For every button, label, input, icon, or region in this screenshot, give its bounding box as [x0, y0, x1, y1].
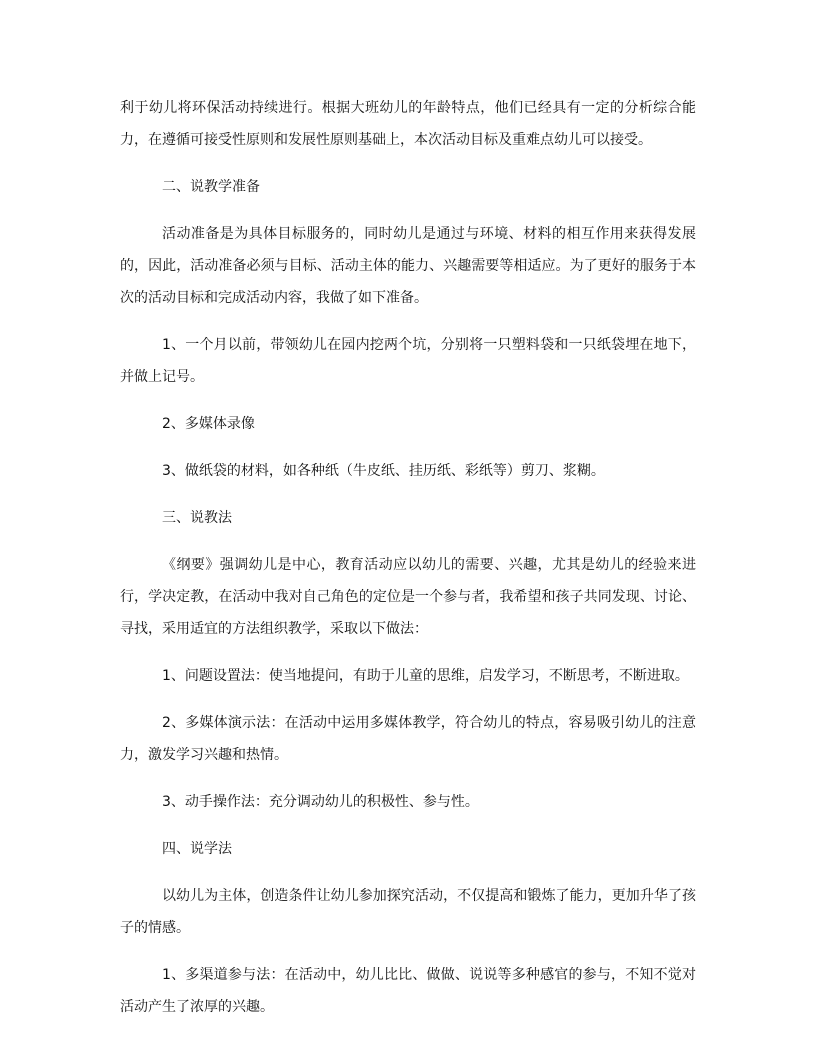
paragraph-preparation-intro: 活动准备是为具体目标服务的，同时幼儿是通过与环境、材料的相互作用来获得发展的，因此，活动准备必须与目标、活动主体的能力、兴趣需要等相适应。为了更好的服务于本次的活动目标和完成活动内容，我做了如下准备。 [120, 226, 696, 306]
section-heading-teaching-preparation: 二、说教学准备 [162, 179, 260, 195]
section-heading-learning-methods: 四、说学法 [162, 841, 232, 857]
list-item-method-1: 1、问题设置法：使当地提问，有助于儿童的思维，启发学习，不断思考，不断进取。 [162, 668, 689, 684]
section-heading-teaching-methods: 三、说教法 [162, 510, 232, 526]
list-item-preparation-3: 3、做纸袋的材料，如各种纸（牛皮纸、挂历纸、彩纸等）剪刀、浆糊。 [162, 463, 605, 479]
paragraph-continuation: 利于幼儿将环保活动持续进行。根据大班幼儿的年龄特点，他们已经具有一定的分析综合能力，在遵循可接受性原则和发展性原则基础上，本次活动目标及重难点幼儿可以接受。 [120, 100, 696, 148]
list-item-preparation-1: 1、一个月以前，带领幼儿在园内挖两个坑，分别将一只塑料袋和一只纸袋埋在地下，并做上记号。 [120, 337, 696, 385]
paragraph-teaching-methods-intro: 《纲要》强调幼儿是中心，教育活动应以幼儿的需要、兴趣，尤其是幼儿的经验来进行，学决定教，在活动中我对自己角色的定位是一个参与者，我希望和孩子共同发现、讨论、寻找，采用适宜的方法组织教学，采取以下做法： [120, 557, 696, 637]
list-item-learning-1: 1、多渠道参与法：在活动中，幼儿比比、做做、说说等多种感官的参与，不知不觉对活动产生了浓厚的兴趣。 [120, 967, 696, 1015]
paragraph-learning-methods-intro: 以幼儿为主体，创造条件让幼儿参加探究活动，不仅提高和锻炼了能力，更加升华了孩子的情感。 [120, 888, 696, 936]
list-item-method-2: 2、多媒体演示法：在活动中运用多媒体教学，符合幼儿的特点，容易吸引幼儿的注意力，激发学习兴趣和热情。 [120, 715, 696, 763]
list-item-preparation-2: 2、多媒体录像 [162, 416, 255, 432]
document-body [120, 92, 696, 1038]
list-item-method-3: 3、动手操作法：充分调动幼儿的积极性、参与性。 [162, 794, 479, 810]
